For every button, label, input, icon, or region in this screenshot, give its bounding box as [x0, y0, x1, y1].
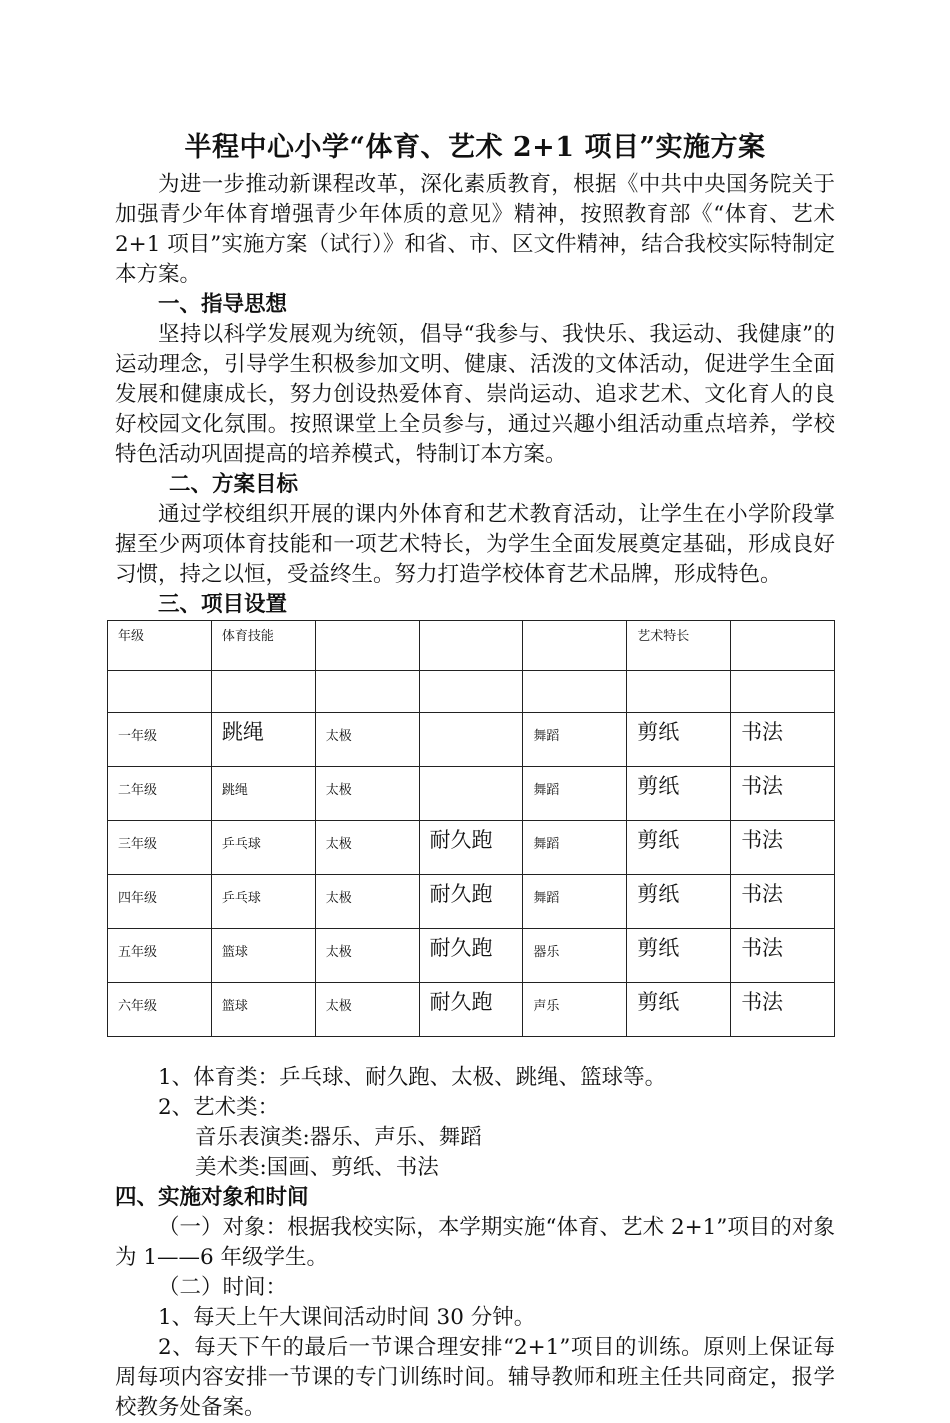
guiding-ideology-paragraph: 坚持以科学发展观为统领，倡导“我参与、我快乐、我运动、我健康”的运动理念，引导学生积极参加文明、健康、活泼的文体活动，促进学生全面发展和健康成长，努力创设热爱体育、崇尚运动、追求艺术、文化育人的良好校园文化氛围。按照课堂上全员参与，通过兴趣小组活动重点培养，学校特色活动巩固提高的培养模式，特制订本方案。 — [115, 322, 835, 467]
table-cell: 篮球 — [211, 983, 315, 1037]
table-empty-row — [108, 671, 835, 713]
table-cell: 剪纸 — [627, 929, 731, 983]
table-cell: 太极 — [315, 983, 419, 1037]
document-title: 半程中心小学“体育、艺术 2+1 项目”实施方案 — [184, 132, 766, 163]
table-cell: 舞蹈 — [523, 875, 627, 929]
table-cell: 书法 — [731, 929, 835, 983]
list-item-sports: 1、体育类：乒乓球、耐久跑、太极、跳绳、篮球等。 — [158, 1065, 667, 1090]
table-cell: 器乐 — [523, 929, 627, 983]
table-cell: 跳绳 — [211, 713, 315, 767]
table-cell: 六年级 — [108, 983, 212, 1037]
table-cell — [419, 767, 523, 821]
table-cell — [108, 671, 212, 713]
table-row — [108, 983, 835, 1037]
table-cell: 剪纸 — [627, 821, 731, 875]
table-cell: 篮球 — [211, 929, 315, 983]
table-cell: 三年级 — [108, 821, 212, 875]
list-item-fine-arts: 美术类:国画、剪纸、书法 — [195, 1155, 439, 1180]
section-heading-goals: 二、方案目标 — [169, 472, 299, 497]
table-cell: 书法 — [731, 821, 835, 875]
list-item-music: 音乐表演类:器乐、声乐、舞蹈 — [195, 1125, 482, 1150]
table-cell: 舞蹈 — [523, 767, 627, 821]
table-cell: 一年级 — [108, 713, 212, 767]
table-cell — [419, 713, 523, 767]
table-cell: 耐久跑 — [419, 929, 523, 983]
table-cell — [523, 671, 627, 713]
table-cell: 耐久跑 — [419, 821, 523, 875]
object-paragraph: （一）对象：根据我校实际，本学期实施“体育、艺术 2+1”项目的对象为 1——6 年级学生。 — [115, 1215, 835, 1270]
table-row — [108, 875, 835, 929]
table-cell — [419, 671, 523, 713]
table-cell: 太极 — [315, 875, 419, 929]
table-row — [108, 713, 835, 767]
table-header-row — [108, 621, 835, 671]
table-cell: 剪纸 — [627, 767, 731, 821]
table-cell: 剪纸 — [627, 713, 731, 767]
table-header-cell — [731, 621, 835, 671]
table-cell: 书法 — [731, 713, 835, 767]
table-cell: 声乐 — [523, 983, 627, 1037]
table-cell: 舞蹈 — [523, 821, 627, 875]
table-cell: 乒乓球 — [211, 821, 315, 875]
table-row — [108, 929, 835, 983]
document-page — [115, 128, 835, 1423]
table-cell: 乒乓球 — [211, 875, 315, 929]
table-header-cell — [523, 621, 627, 671]
table-cell: 耐久跑 — [419, 875, 523, 929]
table-row — [108, 767, 835, 821]
table-cell: 太极 — [315, 929, 419, 983]
table-cell: 书法 — [731, 875, 835, 929]
table-cell: 剪纸 — [627, 875, 731, 929]
time-item-2: 2、每天下午的最后一节课合理安排“2+1”项目的训练。原则上保证每周每项内容安排一节课的专门训练时间。辅导教师和班主任共同商定，报学校教务处备案。 — [115, 1335, 835, 1420]
table-cell: 太极 — [315, 713, 419, 767]
list-item-arts: 2、艺术类： — [158, 1095, 280, 1120]
table-cell: 剪纸 — [627, 983, 731, 1037]
table-cell: 书法 — [731, 767, 835, 821]
table-cell: 跳绳 — [211, 767, 315, 821]
section-heading-implementation: 四、实施对象和时间 — [115, 1185, 309, 1210]
table-row — [108, 821, 835, 875]
table-cell: 书法 — [731, 983, 835, 1037]
time-heading: （二）时间： — [158, 1275, 288, 1300]
intro-paragraph: 为进一步推动新课程改革，深化素质教育，根据《中共中央国务院关于加强青少年体育增强青少年体质的意见》精神，按照教育部《“体育、艺术 2+1 项目”实施方案（试行）》和省、市、区文件精神，结合我校实际特制定本方案。 — [115, 172, 835, 287]
table-cell: 舞蹈 — [523, 713, 627, 767]
section-heading-project-setup: 三、项目设置 — [158, 592, 288, 617]
section-heading-guiding-ideology: 一、指导思想 — [158, 292, 288, 317]
table-cell: 太极 — [315, 767, 419, 821]
table-cell — [211, 671, 315, 713]
table-cell: 四年级 — [108, 875, 212, 929]
table-header-cell — [419, 621, 523, 671]
project-table — [107, 620, 835, 1037]
table-cell — [731, 671, 835, 713]
table-header-cell: 艺术特长 — [627, 621, 731, 671]
goals-paragraph: 通过学校组织开展的课内外体育和艺术教育活动，让学生在小学阶段掌握至少两项体育技能和一项艺术特长，为学生全面发展奠定基础，形成良好习惯，持之以恒，受益终生。努力打造学校体育艺术品牌，形成特色。 — [115, 502, 835, 587]
table-header-cell — [315, 621, 419, 671]
table-header-cell: 年级 — [108, 621, 212, 671]
table-cell: 太极 — [315, 821, 419, 875]
table-header-cell: 体育技能 — [211, 621, 315, 671]
table-cell: 五年级 — [108, 929, 212, 983]
time-item-1: 1、每天上午大课间活动时间 30 分钟。 — [158, 1305, 536, 1330]
table-cell — [627, 671, 731, 713]
table-cell — [315, 671, 419, 713]
table-cell: 耐久跑 — [419, 983, 523, 1037]
table-cell: 二年级 — [108, 767, 212, 821]
